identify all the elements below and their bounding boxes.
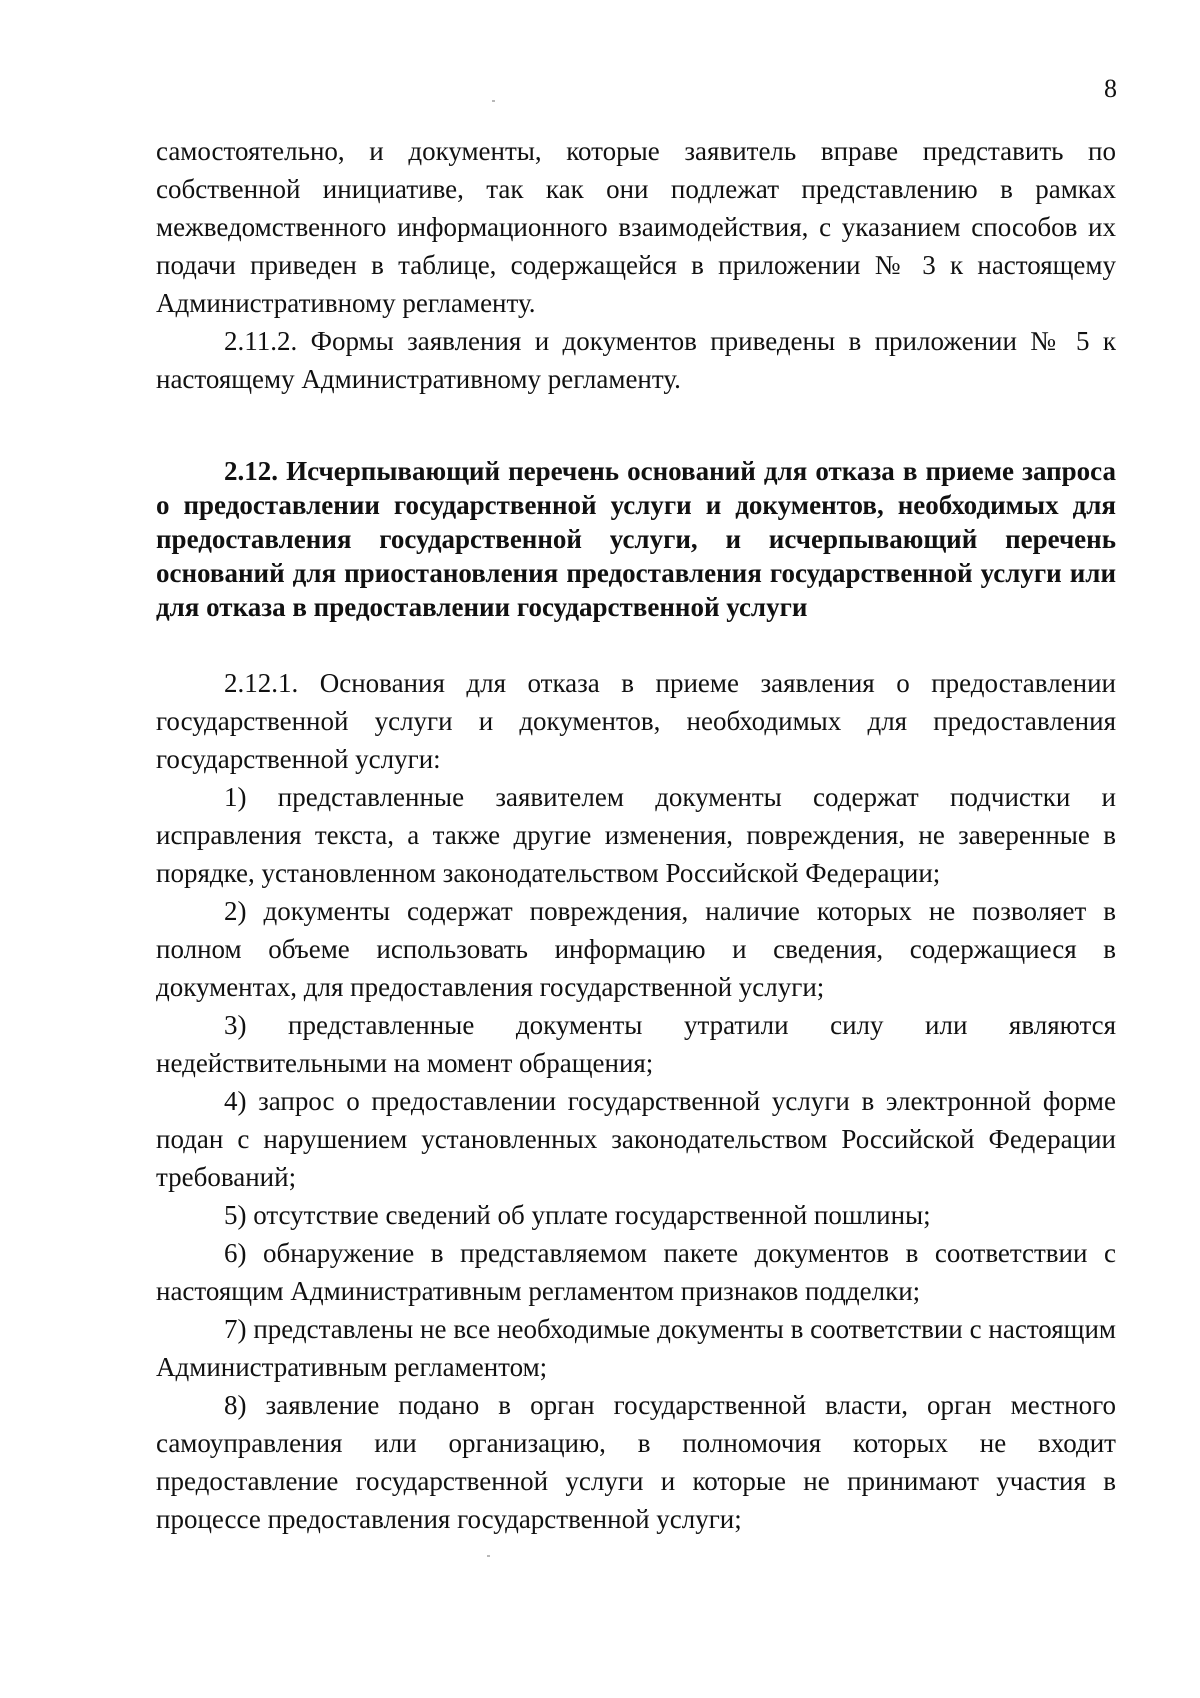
list-item-5: 5) отсутствие сведений об уплате государственной пошлины; (224, 1200, 931, 1230)
paragraph-2-11-2: 2.11.2. Формы заявления и документов приведены в приложении № 5 к настоящему Административному регламенту. (156, 326, 1116, 394)
list-item-3: 3) представленные документы утратили силу или являются недействительными на момент обращения; (156, 1010, 1116, 1078)
list-item-1: 1) представленные заявителем документы содержат подчистки и исправления текста, а также другие изменения, повреждения, не заверенные в порядке, установленном законодательством Российской Федерации; (156, 782, 1116, 888)
section-heading-2-12: 2.12. Исчерпывающий перечень оснований для отказа в приеме запроса о предоставлении государственной услуги и документов, необходимых для предоставления государственной услуги, и исчерпывающий перечень оснований для приостановления предоставления государственной услуги или для отказа в предоставлении государственной услуги (156, 456, 1116, 622)
list-item-2: 2) документы содержат повреждения, наличие которых не позволяет в полном объеме использовать информацию и сведения, содержащиеся в документах, для предоставления государственной услуги; (156, 896, 1116, 1002)
list-item-4: 4) запрос о предоставлении государственной услуги в электронной форме подан с нарушением установленных законодательством Российской Федерации требований; (156, 1086, 1116, 1192)
scan-speck (487, 1555, 490, 1557)
list-item-8: 8) заявление подано в орган государственной власти, орган местного самоуправления или организацию, в полномочия которых не входит предоставление государственной услуги и которые не принимают участия в процессе предоставления государственной услуги; (156, 1390, 1116, 1534)
list-item-7: 7) представлены не все необходимые документы в соответствии с настоящим Административным регламентом; (156, 1314, 1116, 1382)
page-number: 8 (1104, 74, 1117, 103)
scan-speck (492, 100, 495, 102)
document-body (156, 132, 1116, 1538)
list-item-6: 6) обнаружение в представляемом пакете документов в соответствии с настоящим Административным регламентом признаков подделки; (156, 1238, 1116, 1306)
paragraph-2-12-1: 2.12.1. Основания для отказа в приеме заявления о предоставлении государственной услуги и документов, необходимых для предоставления государственной услуги: (156, 668, 1116, 774)
paragraph-continuation: самостоятельно, и документы, которые заявитель вправе представить по собственной инициативе, так как они подлежат представлению в рамках межведомственного информационного взаимодействия, с указанием способов их подачи приведен в таблице, содержащейся в приложении № 3 к настоящему Административному регламенту. (156, 136, 1116, 318)
